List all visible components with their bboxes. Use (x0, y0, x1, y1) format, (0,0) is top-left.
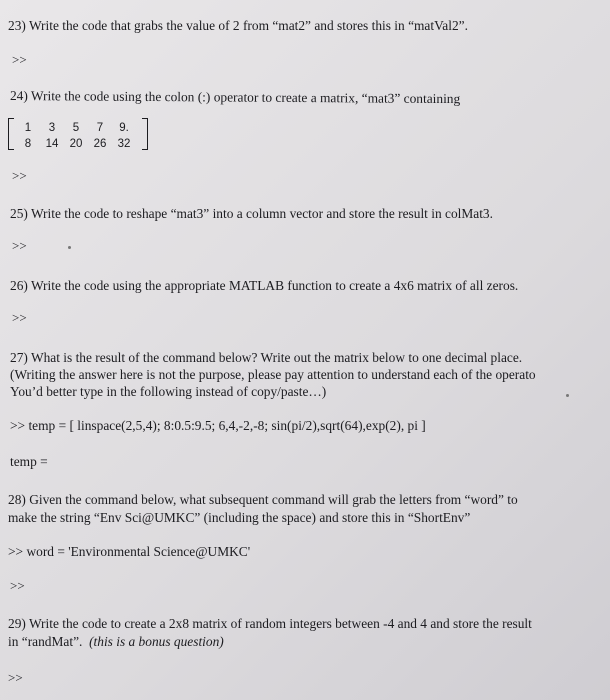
matrix-left-bracket (8, 118, 14, 150)
question-28-line1: 28) Given the command below, what subsequent command will grab the letters from “word” to (8, 492, 518, 507)
speck-dot (68, 246, 71, 249)
question-27-line1: 27) What is the result of the command below? Write out the matrix below to one decimal place. (10, 350, 523, 365)
matrix-cell: 20 (69, 138, 83, 150)
question-27-result-label: temp = (10, 454, 48, 469)
question-29-prompt: >> (8, 670, 23, 685)
question-27-line3: You’d better type in the following instead of copy/paste…) (10, 384, 327, 399)
matrix-row-2 (16, 134, 136, 152)
matrix-cell: 8 (24, 138, 32, 150)
matrix-cell: 5 (72, 122, 80, 134)
matrix-cell: 14 (45, 138, 59, 150)
question-27-command: >> temp = [ linspace(2,5,4); 8:0.5:9.5; 6,4,-2,-8; sin(pi/2),sqrt(64),exp(2), pi ] (10, 418, 426, 433)
question-28-command: >> word = 'Environmental Science@UMKC' (8, 544, 251, 559)
question-27-line2: (Writing the answer here is not the purpose, please pay attention to understand each of the operato (10, 367, 536, 382)
question-28-prompt: >> (10, 578, 25, 593)
question-29-line2-start: in “randMat”. (8, 634, 83, 649)
matrix-cell: 32 (117, 138, 131, 150)
matrix-right-bracket (142, 118, 148, 150)
question-24-prompt: >> (12, 168, 27, 183)
question-29-line2 (8, 634, 224, 650)
matrix-cell: 7 (96, 122, 104, 134)
question-25-text: 25) Write the code to reshape “mat3” into a column vector and store the result in colMat3. (10, 206, 493, 221)
question-29-line1: 29) Write the code to create a 2x8 matrix of random integers between -4 and 4 and store the result (8, 616, 532, 631)
mat3-matrix (8, 116, 148, 152)
bonus-note: (this is a bonus question) (89, 634, 224, 649)
matrix-cell: 9. (119, 122, 129, 134)
matrix-cell: 26 (93, 138, 107, 150)
question-23-prompt: >> (12, 52, 27, 67)
question-23-text: 23) Write the code that grabs the value of 2 from “mat2” and stores this in “matVal2”. (8, 18, 468, 33)
matrix-cell: 3 (48, 122, 56, 134)
speck-dot (566, 394, 569, 397)
matrix-cell: 1 (24, 122, 32, 134)
question-28-line2: make the string “Env Sci@UMKC” (including the space) and store this in “ShortEnv” (8, 510, 471, 525)
question-26-prompt: >> (12, 310, 27, 325)
question-25-prompt: >> (12, 238, 27, 253)
question-24-text: 24) Write the code using the colon (:) operator to create a matrix, “mat3” containing (9, 88, 461, 107)
question-26-text: 26) Write the code using the appropriate MATLAB function to create a 4x6 matrix of all zeros. (10, 278, 519, 293)
